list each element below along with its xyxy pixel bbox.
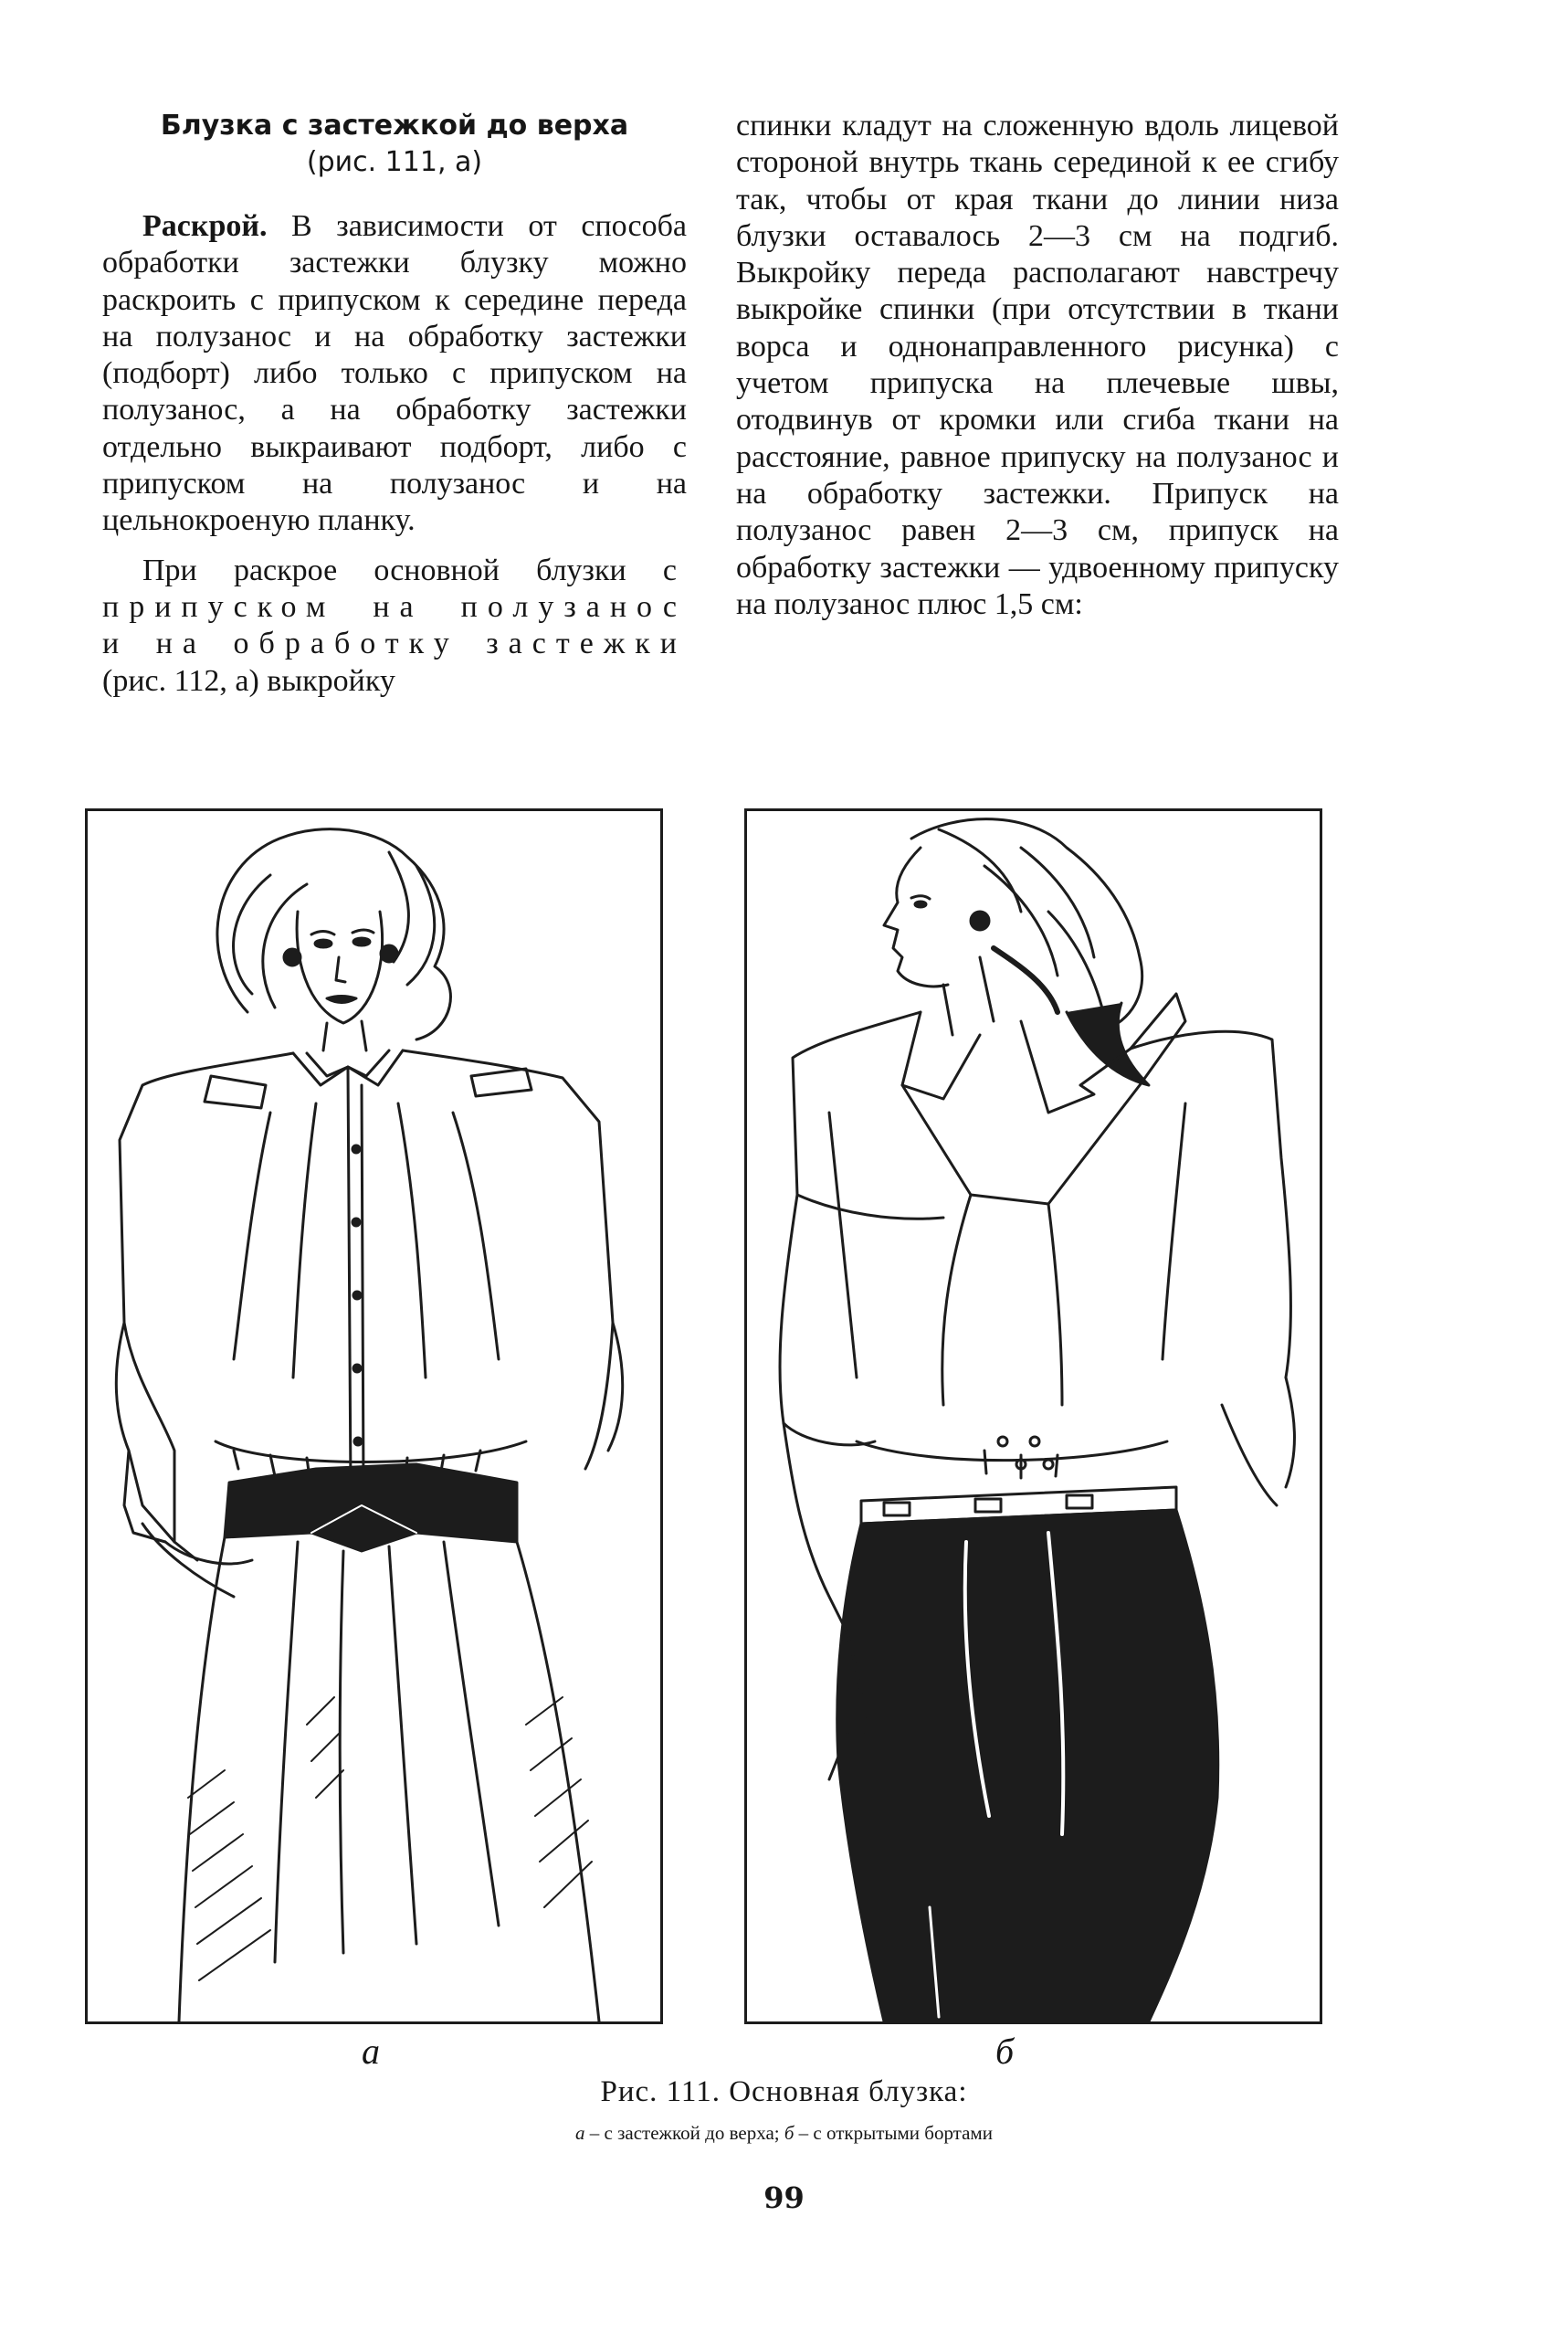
trousers <box>837 1510 1218 2021</box>
figure-caption-title: Рис. 111. Основная блузка: <box>600 2075 968 2108</box>
paragraph-cutting-blouse-end: (рис. 112, а) выкройку <box>102 663 395 698</box>
right-text-column <box>736 108 1339 623</box>
paragraph-cutting-text: В зависимости от способа обработки застежки блузку можно раскроить с припуском к середине переда на полузанос и на обработку застежки (подборт) либо только с припуском на полузанос, а на обработку застежки отдельно выкраивают подборт, либо с припуском на полузанос и на цельнокроеную планку. <box>102 209 688 538</box>
paragraph-continuation: спинки кладут на сложенную вдоль лицевой стороной внутрь ткань серединой к ее сгибу так, чтобы от края ткани до линии низа блузки оставалось 2—3 см на подгиб. Выкройку переда располагают навстречу выкройке спинки (при отсутствии в ткани ворса и однонаправленного рисунка) с учетом припуска на плечевые швы, отодвинув от кромки или сгиба ткани на расстояние, равное припуску на полузанос и на обработку застежки. Припуск на полузанос равен 2—3 см, припуск на обработку застежки — удвоенному припуску на полузанос плюс 1,5 см: <box>736 109 1339 621</box>
caption-text-b: – с открытыми бортами <box>794 2122 993 2144</box>
paragraph-cutting <box>102 208 687 540</box>
belt <box>225 1464 517 1551</box>
figure-a-illustration <box>85 808 663 2024</box>
button-placket <box>348 1069 351 1487</box>
page-number: 99 <box>763 2180 805 2215</box>
figure-b-illustration <box>744 808 1322 2024</box>
paragraph-spaced-emphasis: с припуском на полузанос и на обработку застежки <box>102 553 687 661</box>
paragraph-lead-word: Раскрой. <box>142 209 268 243</box>
figure-caption-subtitle <box>0 2119 1568 2147</box>
paragraph-cutting-blouse-start: При раскрое основной блузки <box>142 553 626 587</box>
caption-text-a: – с застежкой до верха; <box>584 2122 784 2144</box>
caption-key-b: б <box>784 2122 795 2144</box>
paragraph-cutting-blouse <box>102 553 687 700</box>
left-text-column <box>102 108 687 700</box>
face-outline <box>297 912 383 1023</box>
face-profile <box>884 848 948 987</box>
lapel-collar <box>902 1012 980 1099</box>
skirt-outline <box>179 1537 225 2021</box>
section-heading: Блузка с застежкой до верха <box>160 110 629 142</box>
figure-b-label: б <box>995 2031 1015 2072</box>
caption-key-a: а <box>575 2122 585 2144</box>
figure-a-label: а <box>362 2031 380 2072</box>
section-subheading: (рис. 111, а) <box>306 146 483 178</box>
